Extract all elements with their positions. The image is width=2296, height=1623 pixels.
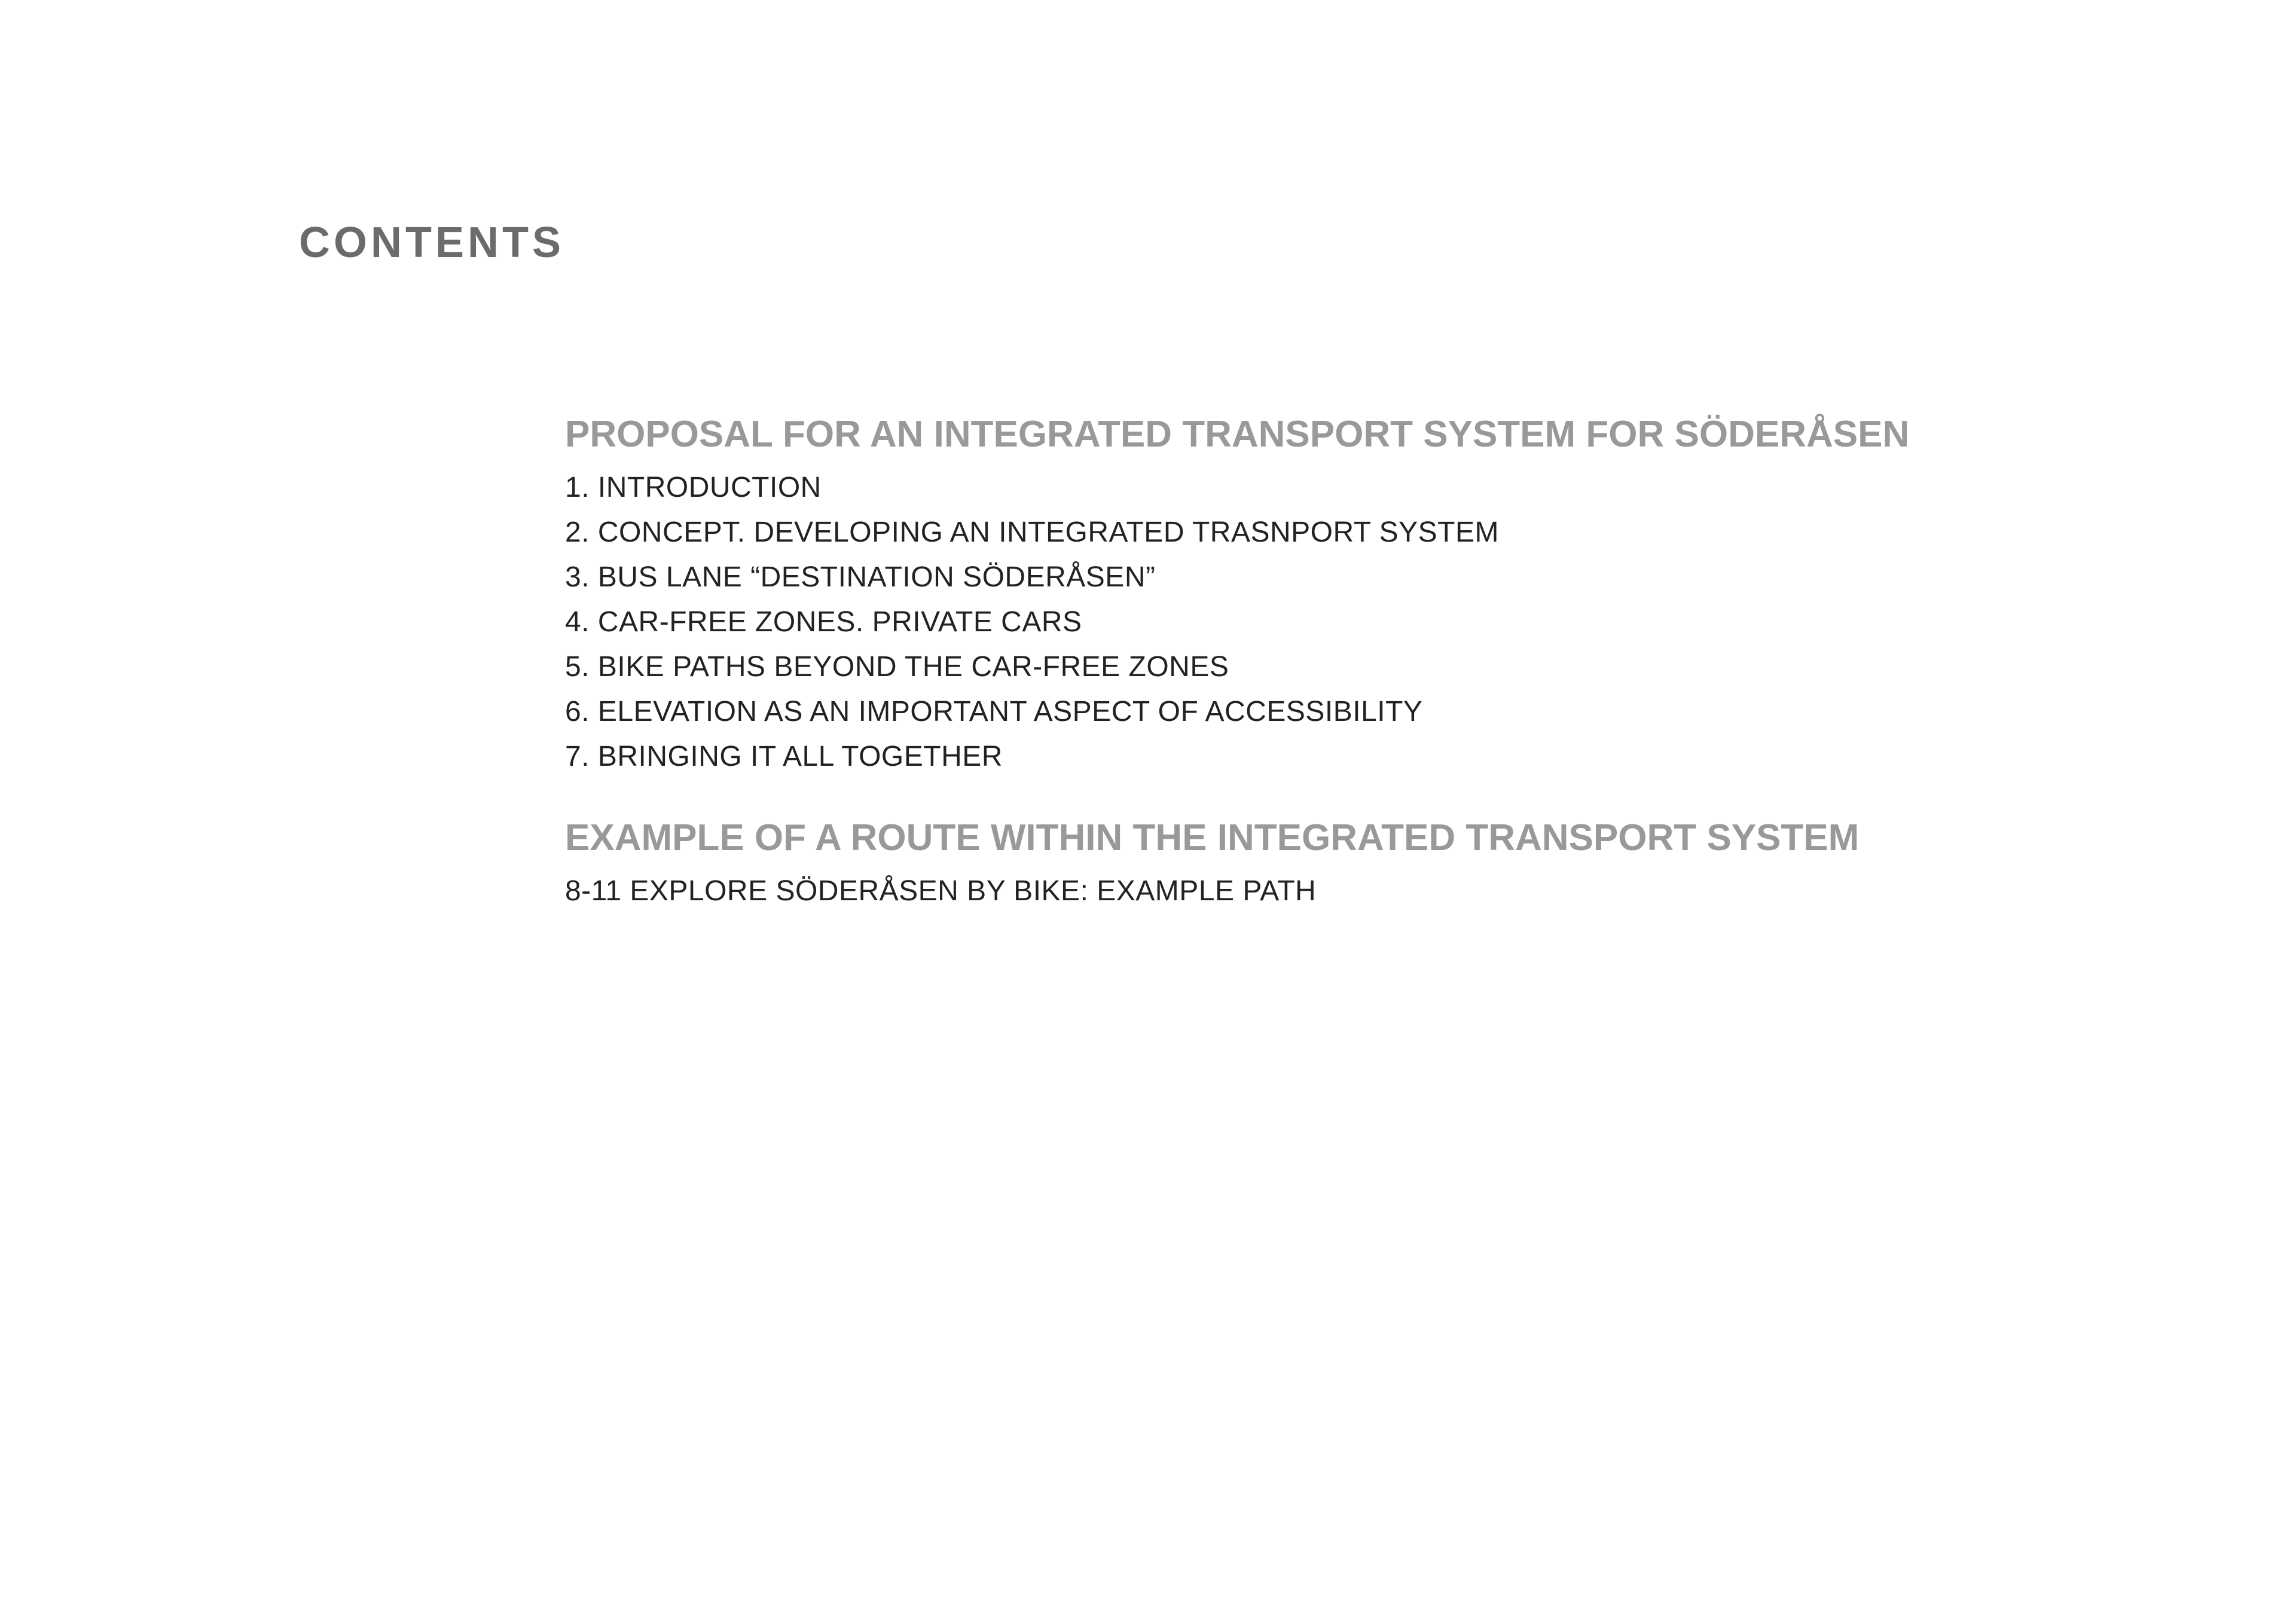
toc-list	[565, 869, 2120, 913]
toc-item: 3. BUS LANE “DESTINATION SÖDERÅSEN”	[565, 561, 1156, 594]
toc-item: 1. INTRODUCTION	[565, 472, 822, 504]
toc-item: 6. ELEVATION AS AN IMPORTANT ASPECT OF ACCESSIBILITY	[565, 696, 1423, 728]
section-heading: EXAMPLE OF A ROUTE WITHIN THE INTEGRATED TRANSPORT SYSTEM	[565, 817, 1860, 858]
toc-section-example-route	[565, 816, 2120, 913]
section-heading: PROPOSAL FOR AN INTEGRATED TRANSPORT SYSTEM FOR SÖDERÅSEN	[565, 414, 1910, 455]
toc-section-proposal	[565, 412, 2120, 779]
toc-item: 4. CAR-FREE ZONES. PRIVATE CARS	[565, 606, 1082, 638]
toc-list	[565, 465, 2120, 779]
toc-item: 5. BIKE PATHS BEYOND THE CAR-FREE ZONES	[565, 651, 1229, 683]
toc-item: 8-11 EXPLORE SÖDERÅSEN BY BIKE: EXAMPLE PATH	[565, 875, 1317, 907]
toc-item: 2. CONCEPT. DEVELOPING AN INTEGRATED TRASNPORT SYSTEM	[565, 516, 1499, 549]
page-title: CONTENTS	[299, 219, 564, 267]
toc-item: 7. BRINGING IT ALL TOGETHER	[565, 741, 1003, 773]
